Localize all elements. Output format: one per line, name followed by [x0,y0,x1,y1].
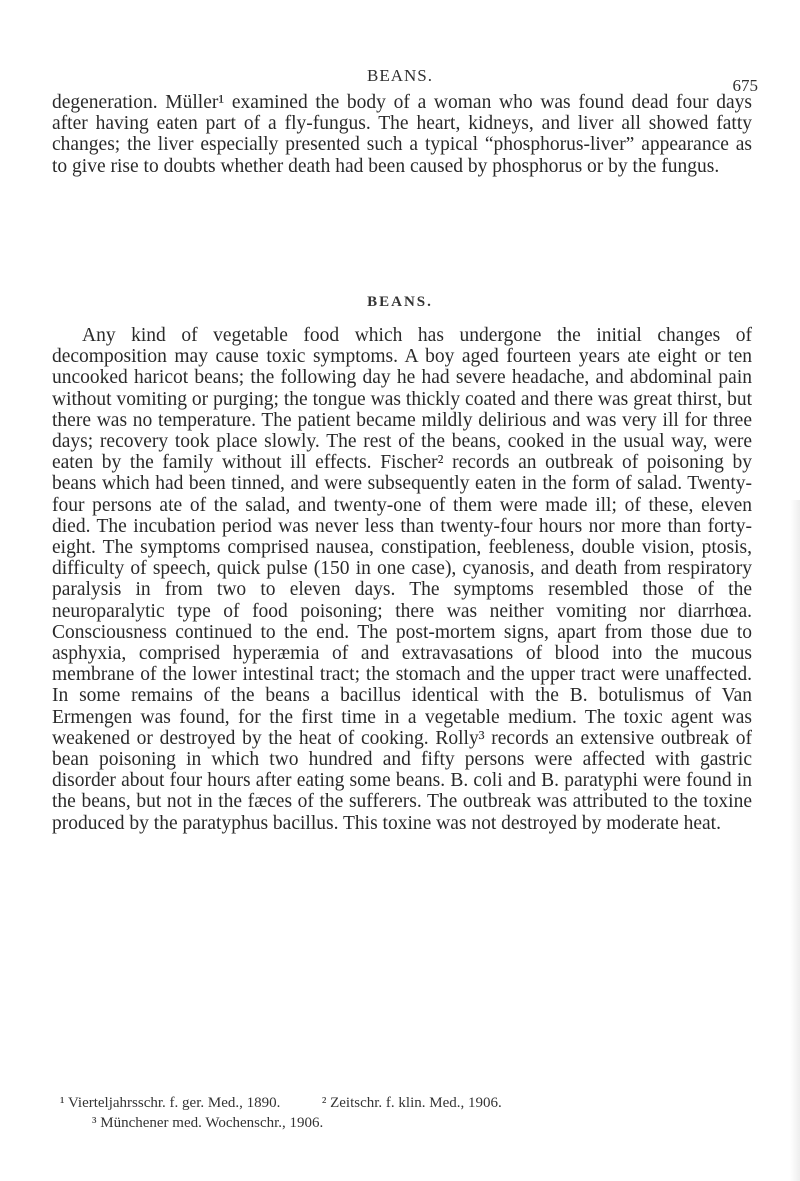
page-number: 675 [732,76,758,95]
running-title: BEANS. [367,66,433,85]
footnote-3: ³ Münchener med. Wochenschr., 1906. [92,1115,324,1131]
section-body-block [52,325,752,834]
footnotes [60,1093,750,1133]
section-heading: BEANS. [367,294,433,310]
page-edge-shadow [790,500,800,1181]
footnote-1: ¹ Vierteljahrsschr. f. ger. Med., 1890. [60,1095,281,1111]
footnote-2: ² Zeitschr. f. klin. Med., 1906. [321,1095,502,1111]
section-body-paragraph: Any kind of vegetable food which has undergone the initial changes of decomposition may cause toxic symptoms. A boy aged fourteen years ate eight or ten uncooked haricot beans; the following day he had severe headache, and abdominal pain without vomiting or purging; the tongue was thickly coated and there was great thirst, but there was no temperature. The patient became mildly delirious and was very ill for three days; recovery took place slowly. The rest of the beans, cooked in the usual way, were eaten by the family without ill effects. Fischer² records an outbreak of poisoning by beans which had been tinned, and were subsequently eaten in the form of salad. Twenty-four persons ate of the salad, and twenty-one of them were made ill; of these, eleven died. The incubation period was never less than twenty-four hours nor more than forty-eight. The symptoms comprised nausea, constipation, feebleness, double vision, ptosis, difficulty of speech, quick pulse (150 in one case), cyanosis, and death from respiratory paralysis in from two to eleven days. The symptoms resembled those of the neuroparalytic type of food poisoning; there was neither vomiting nor diarrhœa. Consciousness continued to the end. The post-mortem signs, apart from those due to asphyxia, comprised hyperæmia of and extravasations of blood into the mucous membrane of the lower intestinal tract; the stomach and the upper tract were unaffected. In some remains of the beans a bacillus identical with the B. botulismus of Van Ermengen was found, for the first time in a vegetable medium. The toxic agent was weakened or destroyed by the heat of cooking. Rolly³ records an extensive outbreak of bean poisoning in which two hundred and fifty persons were affected with gastric disorder about four hours after eating some beans. B. coli and B. paratyphi were found in the beans, but not in the fæces of the sufferers. The outbreak was attributed to the toxine produced by the paratyphus bacillus. This toxine was not destroyed by moderate heat. [52,325,752,834]
intro-paragraph-block [52,92,752,177]
footnote-line [60,1093,750,1113]
intro-paragraph: degeneration. Müller¹ examined the body of a woman who was found dead four days after having eaten part of a fly-fungus. The heart, kidneys, and liver all showed fatty changes; the liver especially presented such a typical “phosphorus-liver” appearance as to give rise to doubts whether death had been caused by phosphorus or by the fungus. [52,92,752,177]
footnote-line [60,1113,750,1133]
